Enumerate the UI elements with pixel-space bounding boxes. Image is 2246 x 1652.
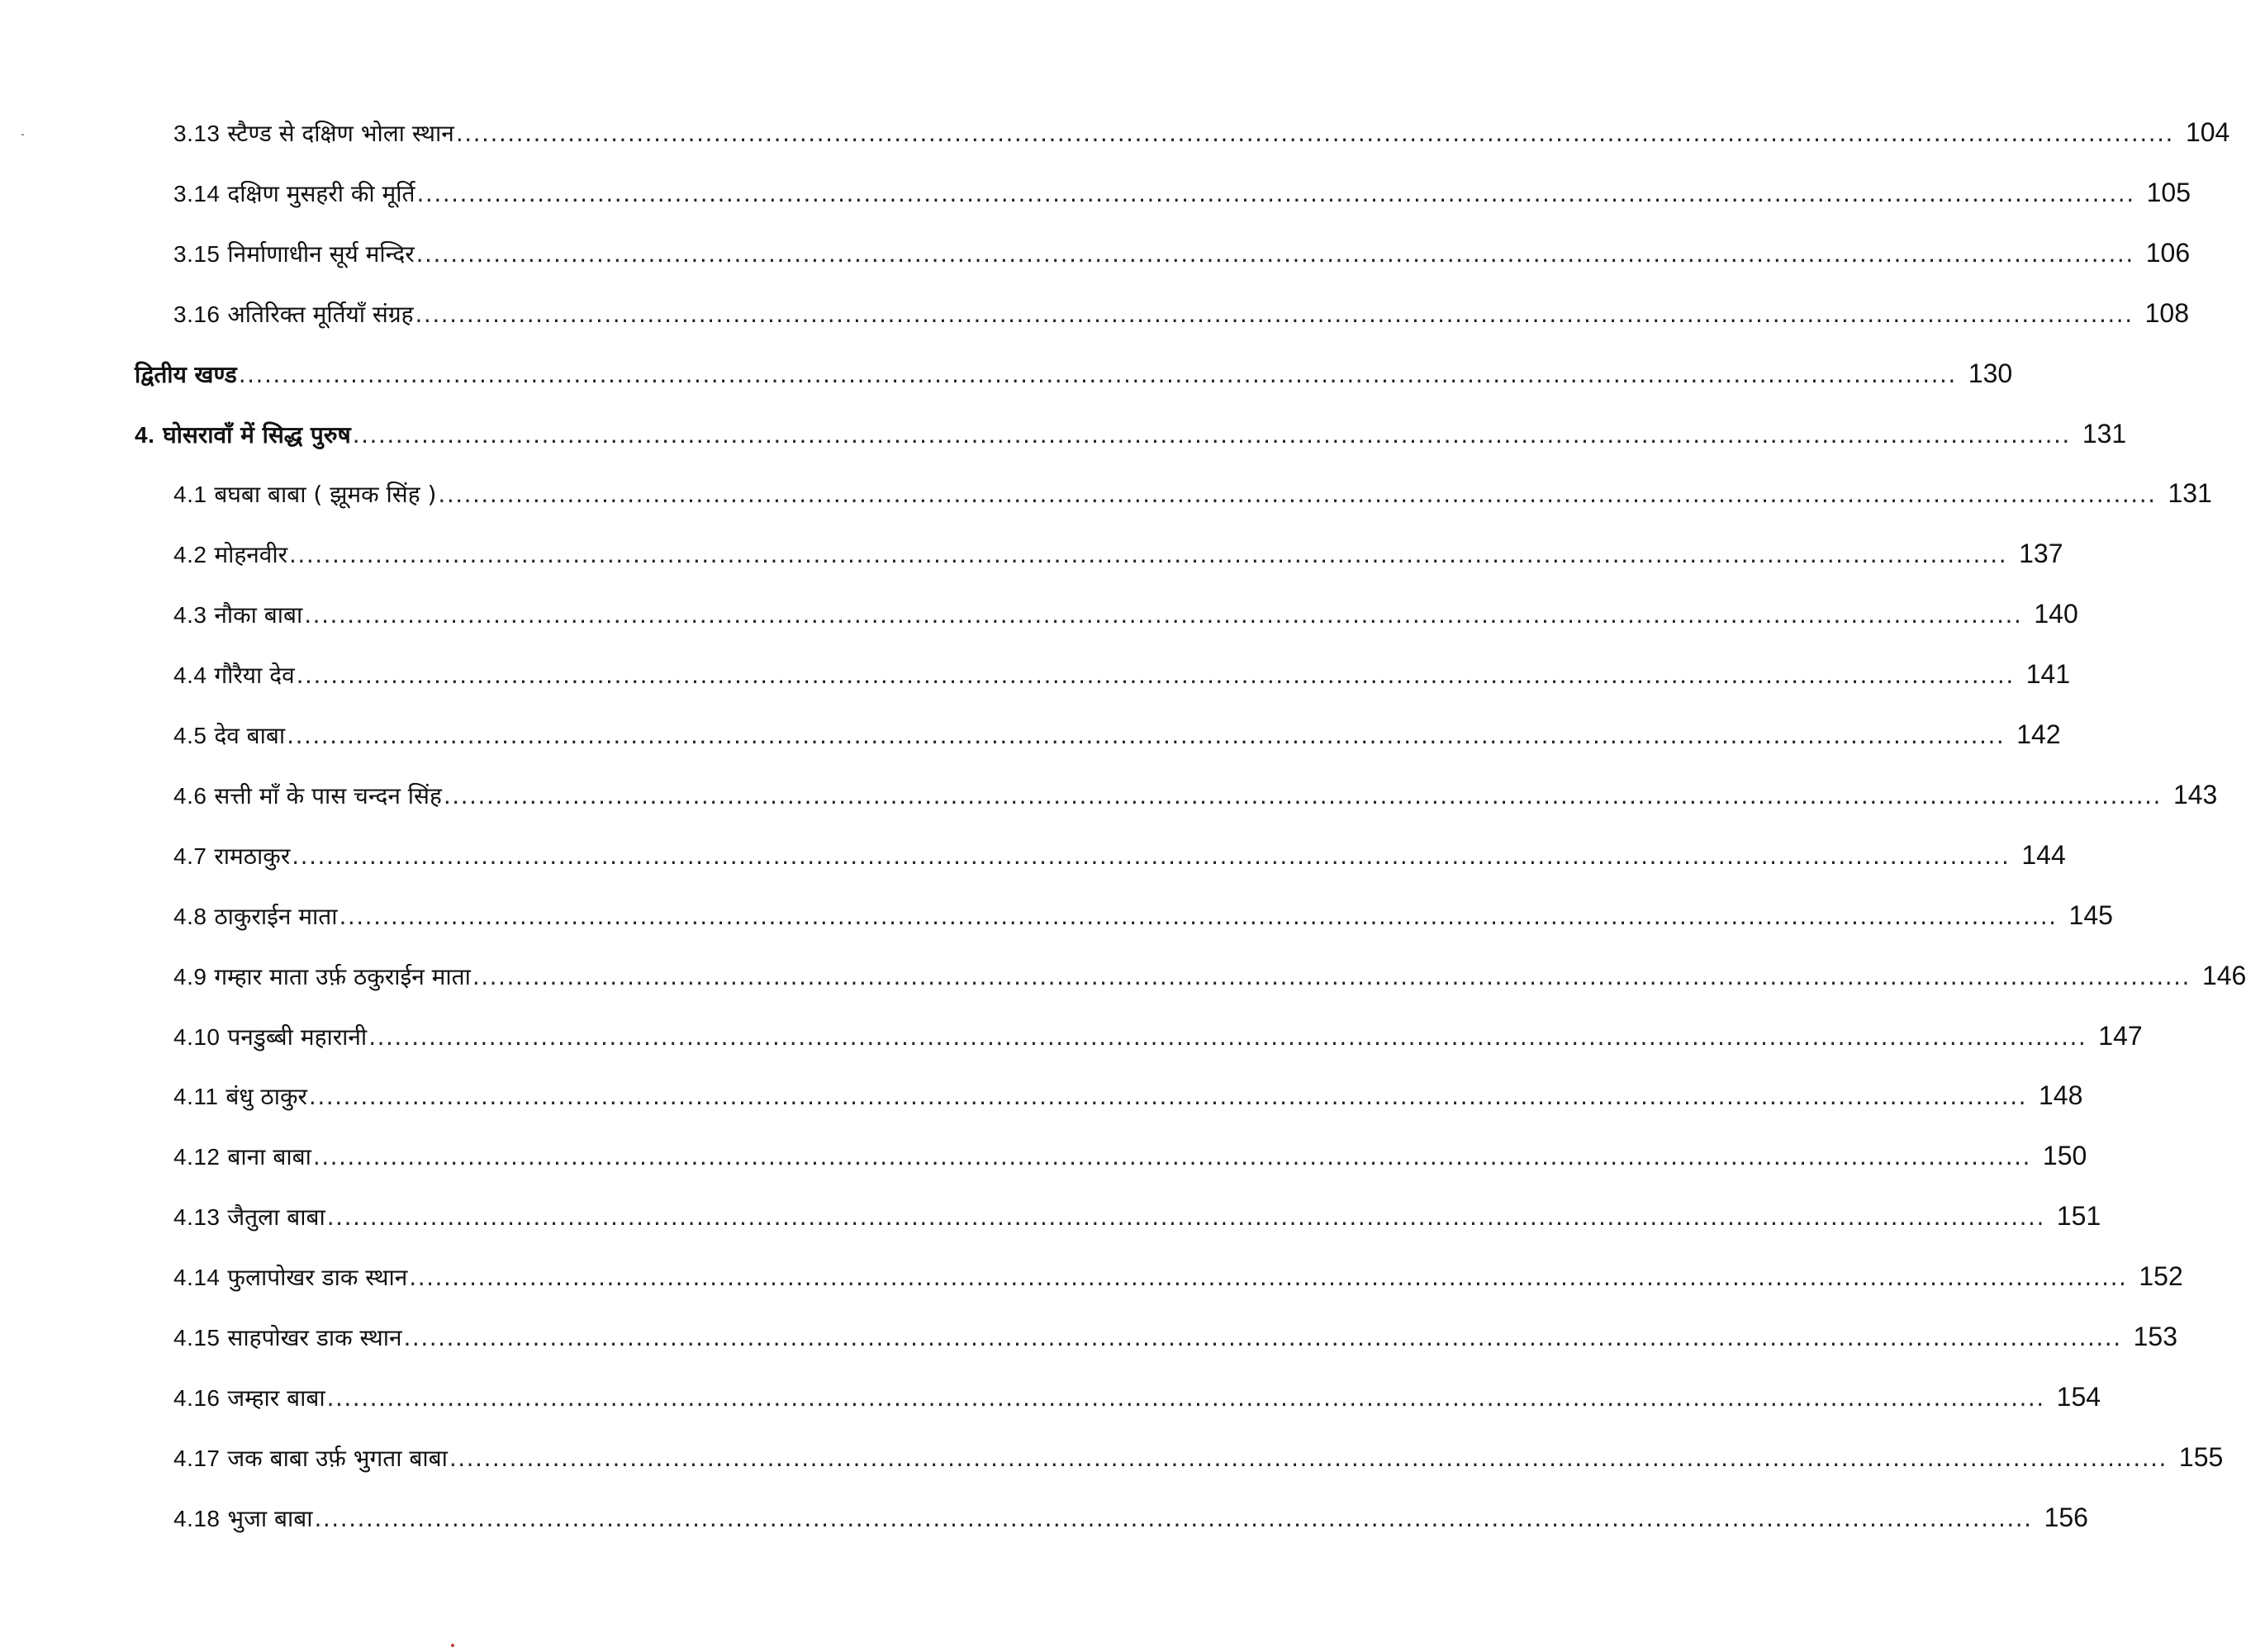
toc-entry <box>173 959 2246 994</box>
toc-entry-page-number: 104 <box>2185 117 2230 147</box>
scan-speck <box>451 1644 454 1647</box>
dot-leader: ........................................................................................................................................................................................................ <box>296 662 2015 689</box>
toc-entry-number: 4. <box>135 422 155 448</box>
toc-entry-number: 4.9 <box>173 964 207 990</box>
toc-entry <box>135 357 2013 392</box>
toc-entry-number: 3.14 <box>173 181 221 206</box>
dot-leader: ........................................................................................................................................................................................................ <box>292 843 2011 870</box>
toc-entry-number: 4.12 <box>173 1144 221 1170</box>
toc-entry-page-number: 105 <box>2146 178 2191 207</box>
toc-entry-number: 4.18 <box>173 1506 221 1531</box>
toc-entry-page-number: 137 <box>2019 539 2063 568</box>
dot-leader: ........................................................................................................................................................................................................ <box>368 1023 2087 1051</box>
toc-entry-page-number: 144 <box>2021 840 2066 870</box>
toc-entry <box>173 718 2061 752</box>
toc-entry-label <box>135 419 351 452</box>
dot-leader: ........................................................................................................................................................................................................ <box>312 1143 2031 1170</box>
toc-entry-page-number: 156 <box>2044 1502 2088 1532</box>
toc-entry-title: देव बाबा <box>214 722 286 749</box>
dot-leader: ........................................................................................................................................................................................................ <box>438 481 2157 508</box>
toc-entry-label <box>173 478 436 511</box>
toc-entry-page-number: 152 <box>2139 1261 2183 1291</box>
toc-entry-title: सत्ती माँ के पास चन्दन सिंह <box>214 782 442 809</box>
toc-entry-number: 4.13 <box>173 1204 221 1230</box>
toc-entry <box>173 236 2191 271</box>
toc-entry-label <box>173 1442 448 1475</box>
dot-leader: ........................................................................................................................................................................................................ <box>443 782 2162 809</box>
toc-entry-label <box>173 1502 313 1536</box>
toc-entry <box>173 657 2071 692</box>
toc-entry <box>173 597 2078 632</box>
toc-entry-title: बाना बाबा <box>227 1143 311 1170</box>
toc-entry-title: नौका बाबा <box>214 601 303 629</box>
toc-entry-number: 4.16 <box>173 1385 221 1411</box>
toc-entry-number: 4.1 <box>173 482 207 507</box>
dot-leader: ........................................................................................................................................................................................................ <box>304 601 2023 629</box>
toc-entry-label <box>173 1261 407 1294</box>
toc-entry <box>173 477 2212 511</box>
dot-leader: ........................................................................................................................................................................................................ <box>314 1505 2033 1532</box>
toc-entry <box>173 1501 2088 1536</box>
scan-speck <box>21 134 24 135</box>
toc-entry-number: 4.15 <box>173 1325 221 1351</box>
toc-entry-label <box>173 961 471 994</box>
toc-entry-label <box>173 178 415 211</box>
toc-entry-number: 3.16 <box>173 301 221 327</box>
toc-entry-number: 3.15 <box>173 241 221 267</box>
toc-entry-label <box>173 719 285 752</box>
toc-entry-title: भुजा बाबा <box>227 1505 313 1532</box>
toc-entry <box>173 537 2063 572</box>
toc-entry <box>173 1079 2083 1113</box>
toc-entry <box>173 1260 2183 1294</box>
toc-entry-number: 4.8 <box>173 904 207 929</box>
dot-leader: ........................................................................................................................................................................................................ <box>352 421 2071 449</box>
dot-leader: ........................................................................................................................................................................................................ <box>238 361 1957 388</box>
dot-leader: ........................................................................................................................................................................................................ <box>287 722 2006 749</box>
toc-entry-title: फुलापोखर डाक स्थान <box>227 1264 408 1291</box>
toc-entry-page-number: 131 <box>2168 478 2212 508</box>
toc-entry-page-number: 146 <box>2201 961 2246 990</box>
toc-entry-number: 4.14 <box>173 1265 221 1290</box>
toc-entry-page-number: 108 <box>2144 298 2189 328</box>
toc-entry-title: रामठाकुर <box>214 843 291 870</box>
toc-entry-label <box>173 1080 307 1113</box>
toc-entry-label <box>173 1201 325 1234</box>
toc-entry-label <box>173 1382 325 1415</box>
toc-entry-label <box>173 1021 367 1054</box>
toc-entry-page-number: 131 <box>2082 419 2127 449</box>
toc-entry-title: गम्हार माता उर्फ़ ठकुराईन माता <box>214 963 471 990</box>
toc-entry-page-number: 145 <box>2068 900 2113 930</box>
toc-entry <box>173 899 2113 933</box>
toc-entry-title: पनडुब्बी महारानी <box>227 1023 368 1051</box>
toc-entry-label <box>173 900 337 933</box>
toc-entry-title: जैतुला बाबा <box>227 1203 325 1231</box>
dot-leader: ........................................................................................................................................................................................................ <box>289 541 2008 568</box>
toc-entry-page-number: 140 <box>2034 599 2078 629</box>
toc-entry-label <box>173 298 414 331</box>
dot-leader: ........................................................................................................................................................................................................ <box>339 903 2058 930</box>
dot-leader: ........................................................................................................................................................................................................ <box>455 120 2174 147</box>
toc-entry <box>173 1199 2101 1234</box>
toc-entry-title: स्टैण्ड से दक्षिण भोला स्थान <box>227 120 454 147</box>
toc-entry-page-number: 141 <box>2025 659 2071 689</box>
toc-entry-number: 4.5 <box>173 723 207 748</box>
dot-leader: ........................................................................................................................................................................................................ <box>308 1083 2027 1110</box>
toc-entry <box>173 1380 2101 1415</box>
toc-entry <box>173 176 2191 211</box>
toc-entry <box>135 417 2127 452</box>
toc-entry-page-number: 147 <box>2098 1021 2143 1051</box>
toc-entry-label <box>173 117 454 150</box>
toc-entry-page-number: 143 <box>2172 780 2218 809</box>
dot-leader: ........................................................................................................................................................................................................ <box>326 1384 2045 1412</box>
toc-entry-title: बंधु ठाकुर <box>226 1083 307 1110</box>
toc-entry <box>173 778 2218 813</box>
toc-entry <box>173 1320 2177 1355</box>
toc-entry-page-number: 151 <box>2056 1201 2101 1231</box>
toc-entry <box>173 838 2066 873</box>
toc-entry-number: 3.13 <box>173 121 221 146</box>
toc-entry <box>173 1139 2087 1174</box>
dot-leader: ........................................................................................................................................................................................................ <box>326 1203 2045 1231</box>
toc-entry-number: 4.10 <box>173 1024 221 1050</box>
toc-entry-number: 4.11 <box>173 1084 219 1109</box>
toc-entry-title: बघबा बाबा ( झूमक सिंह ) <box>214 481 437 508</box>
dot-leader: ........................................................................................................................................................................................................ <box>416 180 2135 207</box>
toc-entry-title: जम्हार बाबा <box>227 1384 325 1412</box>
toc-entry-title: निर्माणाधीन सूर्य मन्दिर <box>227 240 415 268</box>
toc-entry-page-number: 130 <box>1968 358 2013 388</box>
toc-entry <box>173 1441 2224 1475</box>
toc-entry-label <box>173 238 415 271</box>
dot-leader: ........................................................................................................................................................................................................ <box>409 1264 2128 1291</box>
toc-entry-label <box>173 599 302 632</box>
toc-entry-title: जक बाबा उर्फ़ भुगता बाबा <box>227 1445 448 1472</box>
toc-entry-label <box>173 1141 311 1174</box>
toc-entry-title: अतिरिक्त मूर्तियाँ संग्रह <box>227 301 414 328</box>
toc-entry-label <box>173 780 442 813</box>
toc-entry-page-number: 150 <box>2042 1141 2087 1170</box>
dot-leader: ........................................................................................................................................................................................................ <box>403 1324 2122 1351</box>
toc-entry-page-number: 154 <box>2056 1382 2101 1412</box>
toc-entry-label <box>173 539 287 572</box>
toc-entry-number: 4.17 <box>173 1446 221 1471</box>
toc-entry <box>173 1019 2143 1054</box>
dot-leader: ........................................................................................................................................................................................................ <box>415 240 2134 268</box>
dot-leader: ........................................................................................................................................................................................................ <box>449 1445 2168 1472</box>
toc-entry-label <box>173 840 290 873</box>
toc-entry-page-number: 155 <box>2178 1442 2224 1472</box>
toc-entry-label <box>135 358 237 392</box>
toc-entry-number: 4.4 <box>173 662 207 688</box>
toc-entry-page-number: 153 <box>2133 1322 2177 1351</box>
toc-entry-page-number: 148 <box>2039 1080 2083 1110</box>
toc-entry-title: द्वितीय खण्ड <box>135 361 237 388</box>
dot-leader: ........................................................................................................................................................................................................ <box>415 301 2134 328</box>
toc-entry-title: गौरैया देव <box>214 662 295 689</box>
dot-leader: ........................................................................................................................................................................................................ <box>472 963 2191 990</box>
toc-entry-title: मोहनवीर <box>214 541 288 568</box>
toc-entry-title: ठाकुराईन माता <box>214 903 338 930</box>
toc-entry-label <box>173 659 295 692</box>
toc-entry-number: 4.6 <box>173 783 207 809</box>
toc-entry-number: 4.7 <box>173 843 207 869</box>
toc-entry-title: साहपोखर डाक स्थान <box>227 1324 402 1351</box>
toc-entry-title: घोसरावाँ में सिद्ध पुरुष <box>163 421 351 449</box>
toc-entry-page-number: 142 <box>2016 719 2061 749</box>
toc-entry-number: 4.2 <box>173 542 207 567</box>
toc-entry-title: दक्षिण मुसहरी की मूर्ति <box>227 180 415 207</box>
toc-entry-label <box>173 1322 402 1355</box>
toc-entry <box>173 297 2189 331</box>
toc-entry-number: 4.3 <box>173 602 207 628</box>
toc-entry <box>173 116 2230 150</box>
toc-entry-page-number: 106 <box>2145 238 2191 268</box>
